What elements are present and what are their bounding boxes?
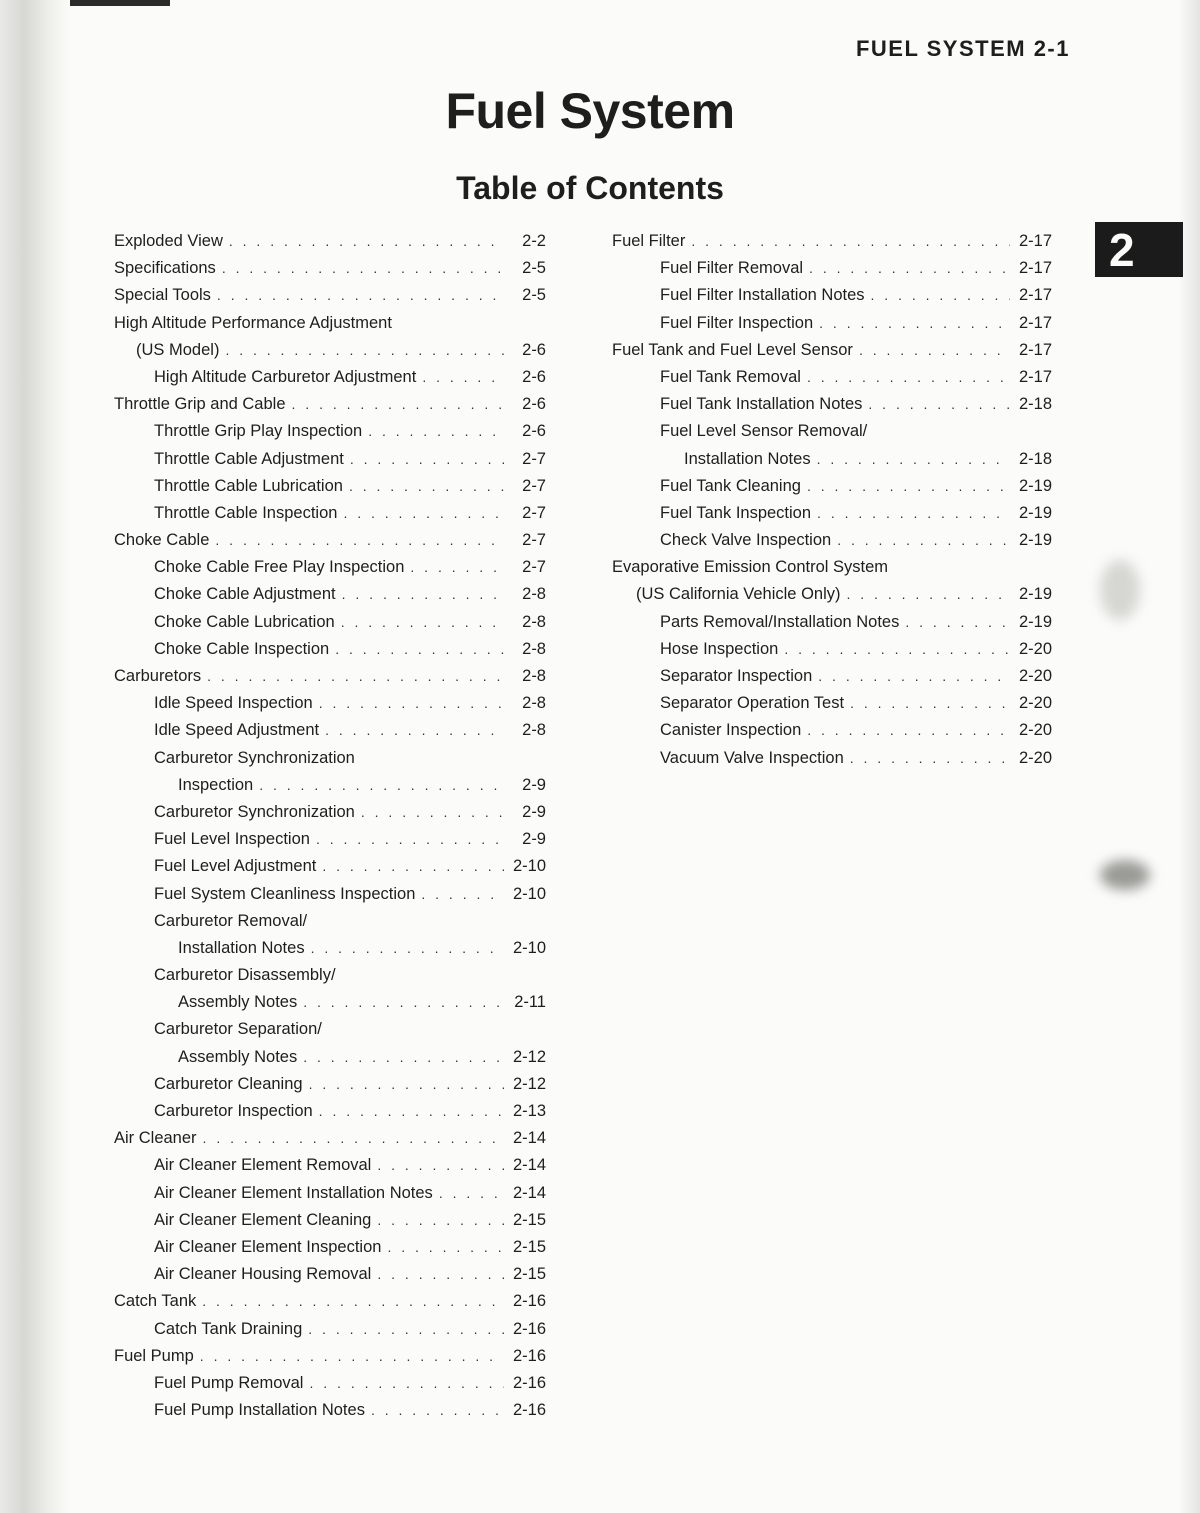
toc-entry-page: 2-16	[512, 1319, 546, 1338]
toc-leader-dots	[309, 1076, 504, 1092]
toc-entry-page: 2-8	[522, 585, 546, 604]
toc-leader-dots	[410, 559, 504, 575]
toc-leader-dots	[203, 1130, 504, 1146]
toc-entry	[612, 749, 1052, 776]
toc-entry	[104, 504, 546, 531]
toc-leader-dots	[377, 1157, 504, 1173]
toc-entry	[104, 1020, 546, 1047]
toc-entry-label: Fuel Tank Removal	[660, 367, 801, 386]
toc-leader-dots	[222, 260, 504, 276]
toc-entry	[104, 1401, 546, 1428]
toc-leader-dots	[371, 1402, 504, 1418]
toc-entry-label: Fuel Level Inspection	[154, 830, 310, 849]
toc-entry	[104, 776, 546, 803]
toc-entry-page: 2-19	[1018, 503, 1052, 522]
toc-entry	[104, 422, 546, 449]
toc-entry-label: Carburetor Cleaning	[154, 1074, 303, 1093]
toc-entry	[612, 558, 1052, 585]
toc-entry-label: Fuel Pump Removal	[154, 1373, 304, 1392]
toc-entry-page: 2-16	[512, 1346, 546, 1365]
toc-entry-label: Fuel Pump	[114, 1346, 194, 1365]
toc-entry	[104, 1292, 546, 1319]
toc-entry-page: 2-12	[512, 1074, 546, 1093]
toc-leader-dots	[859, 342, 1010, 358]
page-title: Fuel System	[445, 83, 735, 139]
toc-entry-label: Special Tools	[114, 286, 211, 305]
toc-entry	[104, 1075, 546, 1102]
toc-entry-label: Choke Cable Free Play Inspection	[154, 558, 405, 577]
toc-entry-label: Choke Cable Adjustment	[154, 585, 336, 604]
toc-entry-page: 2-5	[522, 259, 546, 278]
toc-entry	[104, 1048, 546, 1075]
toc-entry-page: 2-13	[512, 1102, 546, 1120]
toc-entry-page: 2-7	[522, 449, 546, 468]
toc-entry-label: Throttle Grip Play Inspection	[154, 422, 363, 441]
toc-leader-dots	[809, 260, 1010, 276]
toc-entry	[104, 368, 546, 395]
toc-entry	[104, 259, 546, 286]
toc-entry	[612, 259, 1052, 286]
toc-leader-dots	[229, 233, 504, 249]
toc-entry-page: 2-9	[522, 802, 546, 821]
toc-entry-page: 2-2	[522, 232, 546, 250]
toc-entry-page: 2-6	[522, 395, 546, 414]
toc-entry-label: Exploded View	[114, 232, 223, 250]
toc-leader-dots	[871, 287, 1010, 303]
toc-leader-dots	[422, 369, 504, 385]
toc-entry-page: 2-6	[522, 422, 546, 441]
toc-entry-label: High Altitude Carburetor Adjustment	[154, 367, 417, 386]
toc-entry	[104, 1211, 546, 1238]
toc-entry-page: 2-16	[512, 1292, 546, 1311]
toc-entry	[104, 232, 546, 259]
toc-leader-dots	[807, 722, 1010, 738]
toc-entry-label: Carburetor Inspection	[154, 1102, 313, 1120]
toc-leader-dots	[368, 423, 504, 439]
toc-leader-dots	[439, 1185, 504, 1201]
toc-entry-label: Parts Removal/Installation Notes	[660, 612, 900, 631]
toc-entry	[104, 912, 546, 939]
toc-leader-dots	[215, 532, 504, 548]
toc-entry-page: 2-7	[522, 558, 546, 577]
toc-entry-label: Canister Inspection	[660, 721, 802, 740]
toc-entry	[612, 667, 1052, 694]
toc-entry-label: Air Cleaner Element Removal	[154, 1156, 372, 1175]
toc-leader-dots	[225, 342, 504, 358]
toc-entry-label: Air Cleaner Element Cleaning	[154, 1210, 372, 1229]
toc-entry	[612, 477, 1052, 504]
toc-entry-label: Fuel Level Adjustment	[154, 857, 317, 876]
toc-entry-page: 2-14	[512, 1183, 546, 1202]
toc-leader-dots	[817, 505, 1010, 521]
scan-smudge	[1100, 860, 1150, 890]
toc-entry-label: Assembly Notes	[178, 1047, 298, 1066]
toc-entry-label: Air Cleaner Housing Removal	[154, 1265, 372, 1284]
toc-leader-dots	[322, 858, 504, 874]
toc-entry-label: Separator Inspection	[660, 667, 813, 685]
toc-entry	[104, 1102, 546, 1129]
toc-entry	[104, 939, 546, 966]
toc-entry-page: 2-11	[514, 993, 546, 1012]
toc-entry-label: Fuel Filter	[612, 232, 686, 250]
toc-entry	[104, 1347, 546, 1374]
toc-entry	[612, 585, 1052, 612]
toc-leader-dots	[311, 940, 504, 956]
toc-leader-dots	[217, 287, 504, 303]
toc-entry	[612, 450, 1052, 477]
chapter-tab	[1095, 222, 1183, 277]
toc-entry	[104, 395, 546, 422]
toc-entry-label: Idle Speed Inspection	[154, 694, 313, 713]
toc-entry-label: Inspection	[178, 775, 254, 794]
toc-entry	[612, 694, 1052, 721]
toc-entry-page: 2-19	[1018, 585, 1052, 604]
toc-leader-dots	[818, 668, 1010, 684]
toc-entry-page: 2-20	[1018, 639, 1052, 658]
toc-leader-dots	[316, 831, 504, 847]
toc-leader-dots	[847, 586, 1011, 602]
toc-entry-label: Choke Cable	[114, 531, 210, 550]
toc-entry-label: Fuel Filter Installation Notes	[660, 286, 865, 305]
toc-entry-label: Fuel Tank Inspection	[660, 503, 812, 522]
toc-entry	[104, 1129, 546, 1156]
toc-leader-dots	[303, 994, 504, 1010]
toc-leader-dots	[784, 641, 1010, 657]
toc-entry	[612, 395, 1052, 422]
toc-entry-label: Carburetor Synchronization	[154, 802, 355, 821]
toc-entry-page: 2-19	[1018, 476, 1052, 495]
toc-leader-dots	[350, 451, 504, 467]
toc-entry	[104, 885, 546, 912]
toc-entry	[104, 450, 546, 477]
toc-entry-label: Separator Operation Test	[660, 694, 845, 713]
toc-entry-label: (US California Vehicle Only)	[636, 585, 841, 604]
toc-leader-dots	[387, 1239, 504, 1255]
toc-entry-page: 2-10	[512, 884, 546, 903]
toc-entry	[104, 1238, 546, 1265]
toc-entry-label: Fuel Tank Installation Notes	[660, 395, 863, 414]
toc-leader-dots	[807, 478, 1010, 494]
toc-entry-label: Fuel System Cleanliness Inspection	[154, 884, 416, 903]
toc-entry	[104, 585, 546, 612]
toc-entry	[104, 803, 546, 830]
toc-entry-label: Carburetor Separation/	[154, 1020, 322, 1039]
toc-leader-dots	[850, 695, 1010, 711]
toc-entry-label: Specifications	[114, 259, 216, 278]
toc-entry-page: 2-17	[1018, 259, 1052, 278]
toc-entry-label: Catch Tank Draining	[154, 1319, 303, 1338]
toc-entry	[104, 1320, 546, 1347]
toc-entry	[104, 1374, 546, 1401]
scan-smudge	[1100, 560, 1140, 620]
toc-entry-page: 2-17	[1018, 232, 1052, 250]
toc-entry-page: 2-20	[1018, 667, 1052, 685]
toc-entry	[104, 531, 546, 558]
toc-entry	[104, 558, 546, 585]
toc-entry-page: 2-10	[512, 857, 546, 876]
toc-entry-page: 2-15	[512, 1210, 546, 1229]
toc-entry-label: Choke Cable Lubrication	[154, 612, 335, 631]
toc-entry	[104, 613, 546, 640]
toc-entry	[612, 613, 1052, 640]
toc-entry-label: Air Cleaner	[114, 1129, 197, 1148]
toc-entry-page: 2-10	[512, 938, 546, 957]
toc-entry-label: Fuel Filter Inspection	[660, 313, 814, 332]
toc-entry-label: Fuel Pump Installation Notes	[154, 1401, 365, 1420]
toc-leader-dots	[905, 614, 1010, 630]
toc-entry-page: 2-6	[522, 340, 546, 359]
toc-leader-dots	[309, 1375, 504, 1391]
toc-heading: Table of Contents	[456, 170, 724, 206]
toc-leader-dots	[817, 451, 1010, 467]
toc-entry-page: 2-18	[1018, 395, 1052, 414]
toc-leader-dots	[868, 396, 1010, 412]
toc-entry-label: Carburetor Synchronization	[154, 748, 355, 767]
toc-leader-dots	[377, 1212, 504, 1228]
toc-leader-dots	[308, 1321, 504, 1337]
toc-leader-dots	[325, 722, 504, 738]
toc-entry	[612, 721, 1052, 748]
toc-leader-dots	[819, 315, 1010, 331]
toc-entry-page: 2-8	[522, 721, 546, 740]
toc-entry-label: Idle Speed Adjustment	[154, 721, 320, 740]
toc-entry	[612, 368, 1052, 395]
toc-entry	[612, 341, 1052, 368]
toc-entry	[104, 966, 546, 993]
toc-leader-dots	[850, 750, 1010, 766]
toc-entry	[612, 286, 1052, 313]
toc-entry-page: 2-7	[522, 503, 546, 522]
toc-entry-label: High Altitude Performance Adjustment	[114, 313, 392, 332]
toc-entry-label: Carburetor Removal/	[154, 911, 308, 930]
toc-entry	[612, 640, 1052, 667]
toc-entry-page: 2-16	[512, 1401, 546, 1420]
toc-entry-page: 2-8	[522, 639, 546, 658]
toc-entry-page: 2-17	[1018, 340, 1052, 359]
toc-entry	[104, 830, 546, 857]
toc-entry-label: (US Model)	[136, 340, 220, 359]
toc-entry-label: Throttle Grip and Cable	[114, 395, 286, 414]
toc-leader-dots	[349, 478, 504, 494]
toc-entry-page: 2-18	[1018, 449, 1052, 468]
toc-entry-label: Installation Notes	[684, 449, 811, 468]
toc-entry	[612, 504, 1052, 531]
toc-leader-dots	[292, 396, 504, 412]
toc-entry-page: 2-15	[512, 1265, 546, 1284]
toc-entry-label: Carburetors	[114, 667, 202, 685]
toc-entry-label: Choke Cable Inspection	[154, 639, 330, 658]
toc-entry-page: 2-8	[522, 667, 546, 685]
toc-entry-page: 2-19	[1018, 531, 1052, 550]
toc-entry	[612, 422, 1052, 449]
toc-column-left	[104, 232, 546, 1428]
toc-entry	[104, 857, 546, 884]
toc-entry-page: 2-20	[1018, 721, 1052, 740]
toc-entry-label: Assembly Notes	[178, 993, 298, 1012]
toc-entry-page: 2-8	[522, 694, 546, 713]
toc-entry	[104, 749, 546, 776]
toc-entry	[104, 640, 546, 667]
toc-entry-page: 2-8	[522, 612, 546, 631]
toc-entry-page: 2-12	[512, 1047, 546, 1066]
toc-entry-page: 2-16	[512, 1373, 546, 1392]
toc-entry	[104, 314, 546, 341]
toc-leader-dots	[259, 777, 504, 793]
toc-entry-label: Throttle Cable Lubrication	[154, 476, 343, 495]
toc-entry-page: 2-20	[1018, 748, 1052, 767]
toc-entry-label: Throttle Cable Adjustment	[154, 449, 344, 468]
toc-leader-dots	[361, 804, 504, 820]
toc-column-right	[612, 232, 1052, 776]
toc-entry-label: Catch Tank	[114, 1292, 197, 1311]
toc-entry	[104, 993, 546, 1020]
toc-entry	[104, 341, 546, 368]
toc-entry-label: Evaporative Emission Control System	[612, 558, 889, 577]
toc-leader-dots	[319, 1103, 504, 1119]
toc-entry-page: 2-6	[522, 367, 546, 386]
toc-entry	[104, 1184, 546, 1211]
chapter-number: 2	[1109, 223, 1135, 276]
toc-leader-dots	[691, 233, 1010, 249]
toc-leader-dots	[202, 1293, 504, 1309]
toc-entry-page: 2-7	[522, 531, 546, 550]
toc-leader-dots	[837, 532, 1010, 548]
scan-edge-mark	[70, 0, 170, 6]
toc-entry-page: 2-15	[512, 1237, 546, 1256]
toc-entry	[104, 721, 546, 748]
toc-entry-page: 2-17	[1018, 286, 1052, 305]
toc-entry-page: 2-14	[512, 1129, 546, 1148]
toc-entry	[104, 477, 546, 504]
toc-entry-label: Fuel Tank Cleaning	[660, 476, 801, 495]
toc-leader-dots	[342, 586, 504, 602]
toc-leader-dots	[421, 886, 504, 902]
toc-entry-page: 2-17	[1018, 313, 1052, 332]
toc-entry-label: Fuel Tank and Fuel Level Sensor	[612, 340, 853, 359]
toc-entry	[612, 531, 1052, 558]
toc-entry-page: 2-9	[522, 830, 546, 849]
toc-entry	[104, 286, 546, 313]
toc-entry-page: 2-14	[512, 1156, 546, 1175]
toc-entry-label: Air Cleaner Element Inspection	[154, 1237, 382, 1256]
toc-entry	[612, 314, 1052, 341]
page-header: FUEL SYSTEM 2-1	[855, 36, 1070, 61]
toc-entry-page: 2-17	[1018, 367, 1052, 386]
toc-entry-page: 2-19	[1018, 612, 1052, 631]
toc-leader-dots	[377, 1266, 504, 1282]
toc-entry	[104, 1156, 546, 1183]
toc-leader-dots	[807, 369, 1010, 385]
toc-entry-label: Carburetor Disassembly/	[154, 966, 336, 985]
toc-entry-label: Check Valve Inspection	[660, 531, 832, 550]
toc-leader-dots	[319, 695, 504, 711]
toc-entry	[104, 1265, 546, 1292]
toc-leader-dots	[343, 505, 504, 521]
toc-entry-page: 2-5	[522, 286, 546, 305]
toc-entry	[104, 694, 546, 721]
toc-entry-page: 2-7	[522, 476, 546, 495]
binding-shadow	[0, 0, 70, 1513]
toc-entry-label: Vacuum Valve Inspection	[660, 748, 844, 767]
toc-entry-page: 2-20	[1018, 694, 1052, 713]
toc-entry-label: Fuel Level Sensor Removal/	[660, 422, 868, 441]
toc-entry-label: Fuel Filter Removal	[660, 259, 804, 278]
toc-entry-label: Throttle Cable Inspection	[154, 503, 338, 522]
toc-entry-label: Hose Inspection	[660, 639, 779, 658]
toc-entry	[612, 232, 1052, 259]
toc-leader-dots	[200, 1348, 504, 1364]
toc-leader-dots	[207, 668, 504, 684]
toc-entry-label: Air Cleaner Element Installation Notes	[154, 1183, 433, 1202]
toc-leader-dots	[303, 1049, 504, 1065]
toc-leader-dots	[335, 641, 504, 657]
toc-leader-dots	[341, 614, 504, 630]
toc-entry	[104, 667, 546, 694]
toc-entry-page: 2-9	[522, 775, 546, 794]
toc-entry-label: Installation Notes	[178, 938, 305, 957]
